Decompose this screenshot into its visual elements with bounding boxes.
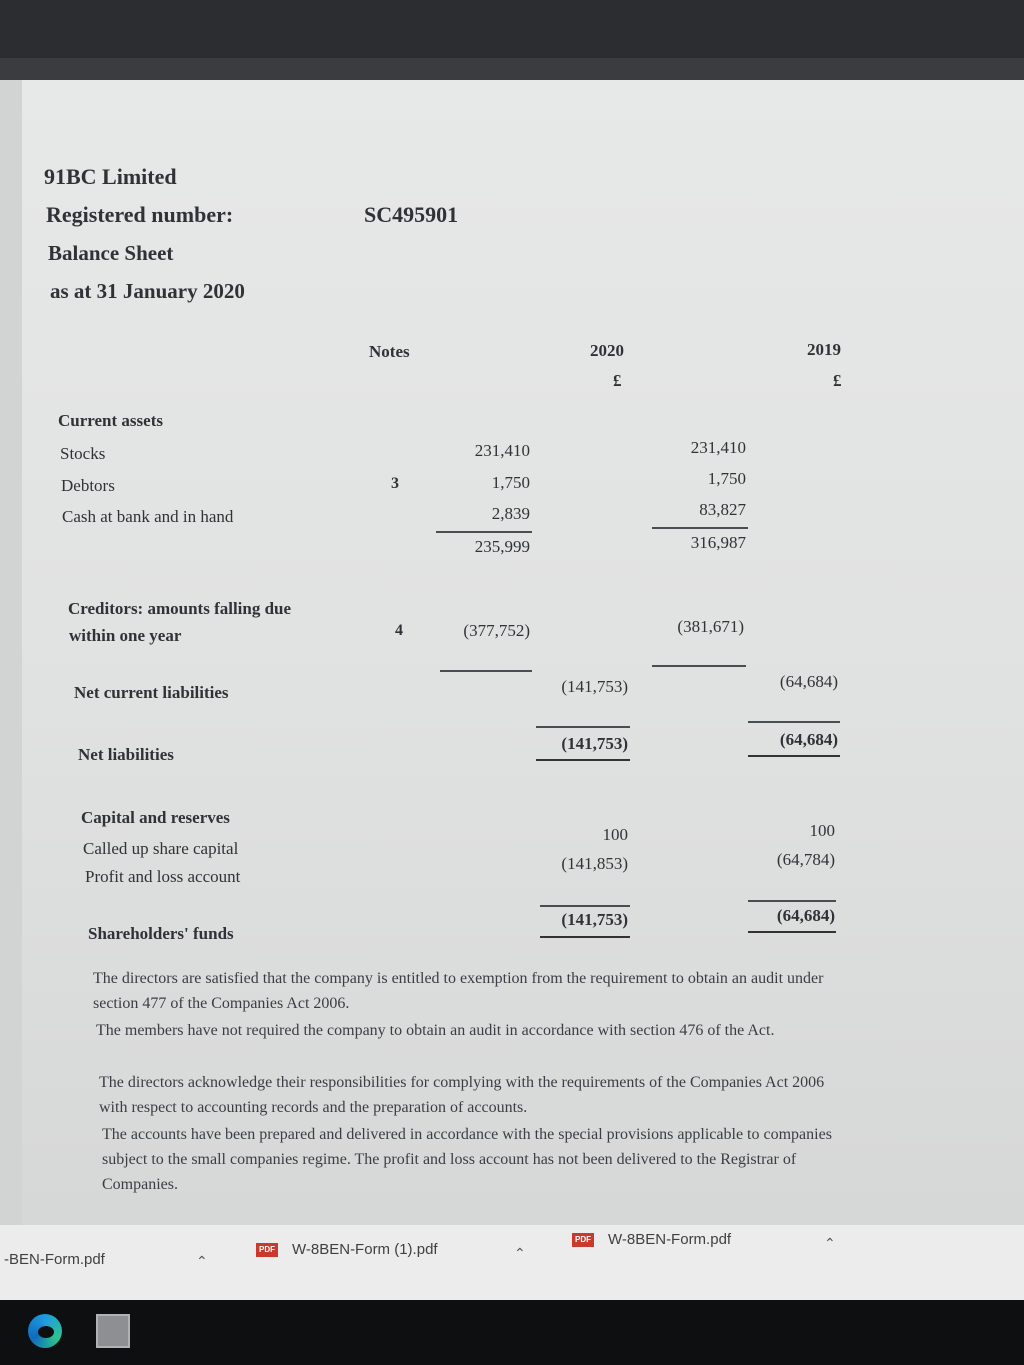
net-liabilities-double-rule-2019 [748, 755, 840, 757]
downloads-bar [0, 1225, 1024, 1300]
year-2019-header: 2019 [807, 340, 841, 359]
net-current-2020: (141,753) [561, 677, 628, 696]
download-filename: -BEN-Form.pdf [4, 1251, 105, 1268]
shareholders-funds-2020: (141,753) [561, 910, 628, 929]
cash-2020: 2,839 [491, 504, 530, 523]
current-assets-heading: Current assets [58, 411, 163, 430]
small-companies-statement: The accounts have been prepared and delivered in accordance with the special provisions applicable to companies subject to the small companies regime. The profit and loss account has not been delivered to the Registrar of Companies. [102, 1126, 832, 1193]
stocks-label: Stocks [60, 444, 106, 463]
monitor-top-bezel [0, 0, 1024, 62]
page-left-edge [0, 80, 22, 1225]
creditors-rule-2019 [652, 665, 746, 667]
currency-2020: £ [613, 371, 622, 390]
currency-2019: £ [833, 371, 842, 390]
net-current-liabilities-label: Net current liabilities [74, 683, 229, 702]
net-current-2019: (64,684) [779, 672, 838, 691]
cash-2019: 83,827 [699, 500, 746, 519]
profit-loss-2020: (141,853) [561, 854, 628, 873]
viewer-toolbar [0, 58, 1024, 82]
members-audit-statement: The members have not required the company to obtain an audit in accordance with section 476 of the Act. [96, 1022, 775, 1039]
net-liabilities-double-rule-2020 [536, 759, 630, 761]
creditors-note: 4 [395, 622, 403, 639]
taskbar [0, 1300, 1024, 1365]
net-liabilities-2019: (64,684) [779, 730, 838, 749]
creditors-2020: (377,752) [463, 621, 530, 640]
year-2020-header: 2020 [590, 341, 624, 360]
subtotal-rule-2020 [436, 531, 532, 533]
registered-number-value: SC495901 [364, 202, 459, 227]
sheet-title: Balance Sheet [48, 241, 174, 265]
registered-number-label: Registered number: [46, 202, 234, 227]
download-filename: W-8BEN-Form.pdf [608, 1231, 732, 1248]
chevron-up-icon[interactable]: ⌃ [824, 1235, 836, 1251]
shareholders-funds-label: Shareholders' funds [88, 924, 234, 943]
download-filename: W-8BEN-Form (1).pdf [292, 1241, 438, 1258]
shareholders-funds-2019: (64,684) [776, 906, 835, 925]
debtors-note: 3 [391, 475, 399, 492]
debtors-label: Debtors [61, 476, 115, 495]
creditors-rule-2020 [440, 670, 532, 672]
net-current-rule-2019 [748, 721, 840, 723]
current-assets-total-2020: 235,999 [474, 537, 530, 556]
current-assets-total-2019: 316,987 [690, 533, 746, 552]
net-current-rule-2020 [536, 726, 630, 728]
chevron-up-icon[interactable]: ⌃ [514, 1245, 526, 1261]
share-capital-2020: 100 [602, 825, 628, 844]
debtors-2020: 1,750 [491, 473, 530, 492]
company-name: 91BC Limited [44, 164, 177, 189]
profit-loss-label: Profit and loss account [85, 867, 241, 886]
pdf-file-icon: PDF [572, 1233, 594, 1247]
subtotal-rule-2019 [652, 527, 748, 529]
capital-rule-2019 [748, 900, 836, 902]
notes-header: Notes [369, 342, 410, 361]
audit-exemption-statement: The directors are satisfied that the company is entitled to exemption from the requirement to obtain an audit under section 477 of the Companies Act 2006. [93, 970, 824, 1012]
net-liabilities-2020: (141,753) [561, 734, 628, 753]
app-icon[interactable] [96, 1314, 130, 1348]
net-liabilities-label: Net liabilities [78, 745, 174, 764]
sheet-date: as at 31 January 2020 [50, 279, 245, 303]
chevron-up-icon[interactable]: ⌃ [196, 1253, 208, 1269]
cash-label: Cash at bank and in hand [62, 507, 234, 526]
download-item-1[interactable] [4, 1251, 105, 1268]
share-capital-2019: 100 [809, 821, 835, 840]
edge-browser-icon[interactable] [28, 1314, 62, 1348]
capital-reserves-heading: Capital and reserves [81, 808, 230, 827]
download-item-2[interactable] [256, 1241, 438, 1258]
share-capital-label: Called up share capital [83, 839, 239, 858]
capital-rule-2020 [540, 905, 630, 907]
profit-loss-2019: (64,784) [776, 850, 835, 869]
creditors-2019: (381,671) [677, 617, 744, 636]
shareholders-double-rule-2020 [540, 936, 630, 938]
debtors-2019: 1,750 [707, 469, 746, 488]
shareholders-double-rule-2019 [748, 931, 836, 933]
directors-responsibility-statement: The directors acknowledge their responsibilities for complying with the requirements of the Companies Act 2006 with respect to accounting records and the preparation of accounts. [99, 1074, 825, 1116]
download-item-3[interactable] [572, 1231, 731, 1248]
pdf-file-icon: PDF [256, 1243, 278, 1257]
creditors-label-line2: within one year [69, 626, 182, 645]
stocks-2019: 231,410 [690, 438, 746, 457]
stocks-2020: 231,410 [474, 441, 530, 460]
creditors-label-line1: Creditors: amounts falling due [68, 599, 292, 618]
